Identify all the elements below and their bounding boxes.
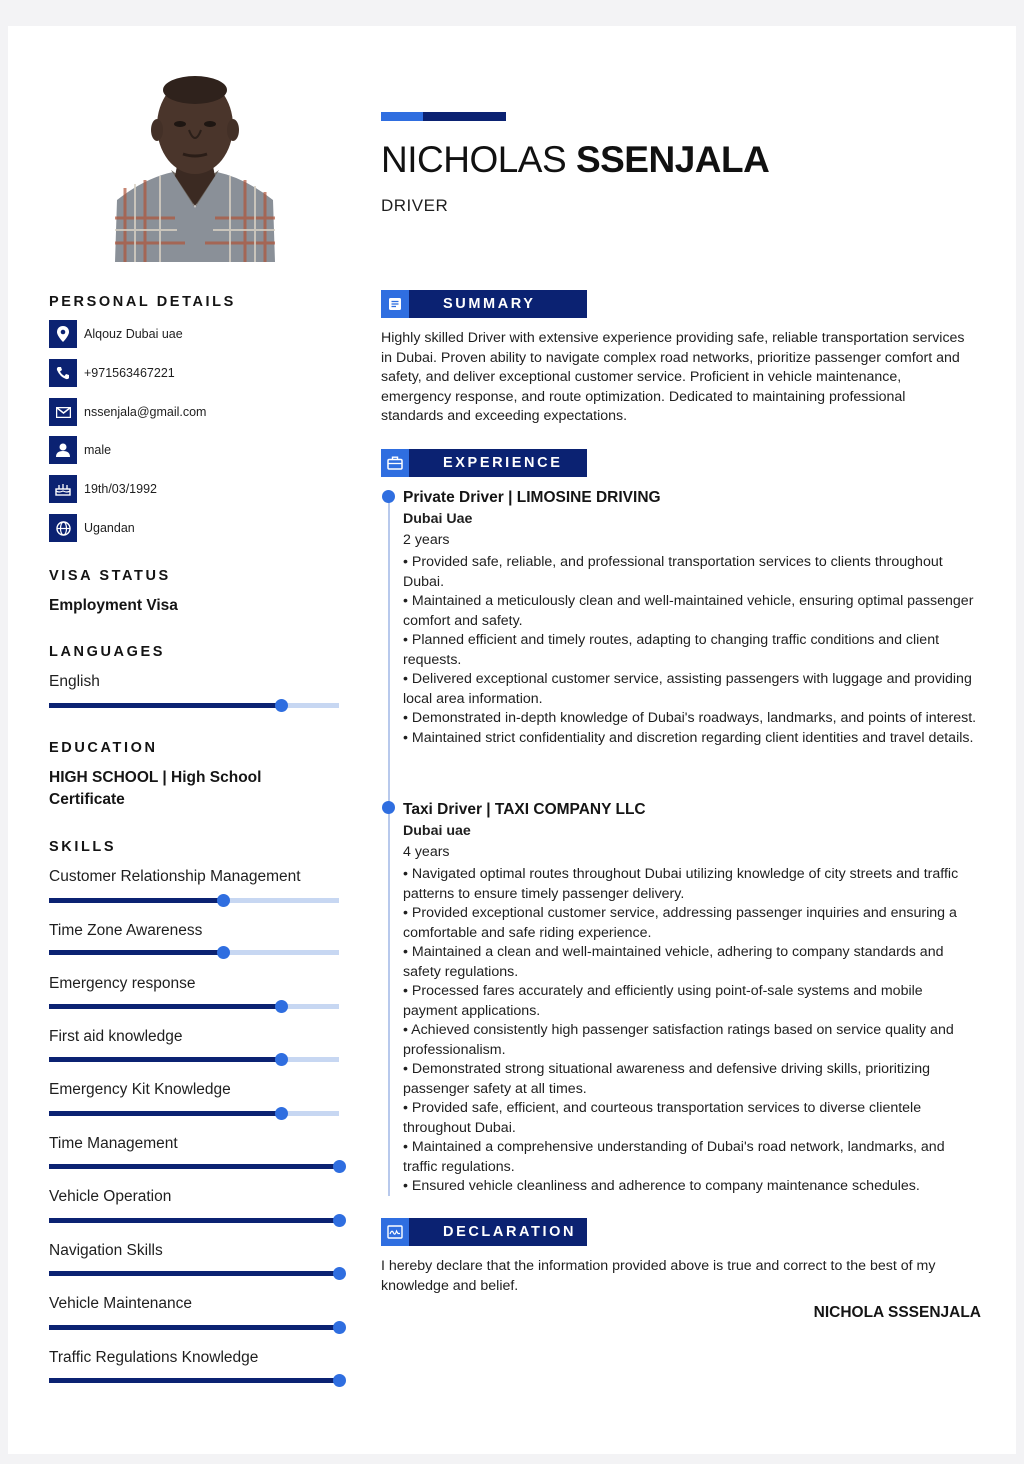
job-bullet: • Maintained a clean and well-maintained vehicle, adhering to company standards and safety regulations. [403, 944, 944, 980]
skill-name: Navigation Skills [49, 1242, 163, 1259]
experience-timeline [388, 496, 390, 1196]
job-bullets [403, 865, 978, 1197]
job-bullet: • Maintained a comprehensive understanding of Dubai's road network, landmarks, and traffic regulations. [403, 1139, 945, 1175]
education-line1: HIGH SCHOOL | High School [49, 769, 262, 786]
job-bullet: • Provided safe, reliable, and professional transportation services to clients throughout Dubai. [403, 554, 943, 590]
pd-nationality [49, 514, 135, 542]
pd-phone [49, 359, 175, 387]
pd-gender [49, 436, 111, 464]
job-bullet: • Provided exceptional customer service, addressing passenger inquiries and ensuring a comfortable and safe riding experience. [403, 905, 957, 941]
skill-level-bar [49, 1322, 341, 1332]
job-bullet: • Maintained strict confidentiality and discretion regarding client identities and travel details. [403, 729, 974, 746]
language-level-bar [49, 700, 341, 710]
experience-title: EXPERIENCE [443, 455, 563, 471]
pd-email-text: nssenjala@gmail.com [84, 405, 207, 419]
skill-level-knob [333, 1374, 346, 1387]
phone-icon [49, 359, 77, 387]
job-location: Dubai Uae [403, 511, 473, 527]
job-bullet: • Ensured vehicle cleanliness and adherence to company maintenance schedules. [403, 1178, 920, 1194]
resume-page [8, 26, 1016, 1454]
skill-level-knob [217, 894, 230, 907]
job-bullet: • Navigated optimal routes throughout Dubai utilizing knowledge of city streets and traffic patterns to ensure timely passenger delivery. [403, 866, 959, 902]
job-bullet: • Demonstrated in-depth knowledge of Dubai's roadways, landmarks, and points of interest. [403, 710, 977, 726]
pd-nationality-text: Ugandan [84, 521, 135, 535]
job-bullet: • Demonstrated strong situational awareness and defensive driving skills, prioritizing passenger safety at all times. [403, 1061, 931, 1097]
pd-email [49, 398, 206, 426]
full-name [381, 139, 769, 181]
skill-level-bar [49, 1108, 341, 1118]
briefcase-icon [381, 449, 409, 477]
skill-name: Time Management [49, 1135, 178, 1152]
skills-title: SKILLS [49, 839, 117, 855]
skill-level-bar [49, 1268, 341, 1278]
skill-level-bar [49, 1375, 341, 1385]
job-duration: 4 years [403, 844, 450, 860]
job-bullet: • Maintained a meticulously clean and well-maintained vehicle, ensuring optimal passenger comfort and safety. [403, 593, 974, 629]
pd-address-text: Alqouz Dubai uae [84, 327, 183, 341]
languages-title: LANGUAGES [49, 644, 166, 660]
header-accent-dark [423, 112, 506, 121]
education-line2: Certificate [49, 791, 125, 808]
summary-text: Highly skilled Driver with extensive experience providing safe, reliable transportation services in Dubai. Proven ability to navigate complex road networks, prioritize passenger comfort and safety, and deliver exceptional customer service. Proficient in vehicle maintenance, emergency response, and route optimization. Dedicated to maintaining professional standards and exceeding expectations. [381, 330, 965, 424]
first-name: NICHOLAS [381, 139, 567, 180]
summary-header [381, 290, 587, 318]
person-icon [49, 436, 77, 464]
job-location: Dubai uae [403, 823, 471, 839]
timeline-dot [382, 801, 395, 814]
email-icon [49, 398, 77, 426]
skill-level-knob [217, 946, 230, 959]
skill-level-knob [275, 1000, 288, 1013]
pd-birthdate-text: 19th/03/1992 [84, 482, 157, 496]
declaration-text: I hereby declare that the information provided above is true and correct to the best of my knowledge and belief. [381, 1258, 936, 1294]
skill-level-bar [49, 947, 341, 957]
skill-name: Traffic Regulations Knowledge [49, 1349, 259, 1366]
skill-name: First aid knowledge [49, 1028, 183, 1045]
declaration-title: DECLARATION [443, 1224, 577, 1240]
job-bullet: • Processed fares accurately and efficiently using point-of-sale systems and mobile payment applications. [403, 983, 923, 1019]
pd-phone-text: +971563467221 [84, 366, 175, 380]
language-name: English [49, 673, 100, 690]
last-name: SSENJALA [575, 139, 770, 180]
job-bullet: • Provided safe, efficient, and courteous transportation services to diverse clientele throughout Dubai. [403, 1100, 922, 1136]
skill-level-knob [333, 1321, 346, 1334]
skill-level-bar [49, 1001, 341, 1011]
education-title: EDUCATION [49, 740, 158, 756]
job-title: Private Driver | LIMOSINE DRIVING [403, 489, 661, 506]
job-bullet: • Delivered exceptional customer service, assisting passengers with luggage and providing local area information. [403, 671, 972, 707]
skill-level-bar [49, 895, 341, 905]
personal-details-title: PERSONAL DETAILS [49, 294, 236, 310]
skill-name: Time Zone Awareness [49, 922, 203, 939]
skill-name: Vehicle Maintenance [49, 1295, 193, 1312]
job-entry [403, 487, 978, 748]
skill-name: Emergency response [49, 975, 196, 992]
skill-name: Vehicle Operation [49, 1188, 172, 1205]
skill-level-knob [333, 1267, 346, 1280]
declaration-header [381, 1218, 587, 1246]
skill-level-knob [333, 1160, 346, 1173]
profile-photo [115, 68, 275, 262]
pd-birthdate [49, 475, 157, 503]
job-role: DRIVER [381, 196, 449, 215]
job-bullet: • Planned efficient and timely routes, adapting to changing traffic conditions and client requests. [403, 632, 940, 668]
job-bullets [403, 553, 978, 748]
job-title: Taxi Driver | TAXI COMPANY LLC [403, 801, 646, 818]
visa-status-value: Employment Visa [49, 597, 178, 614]
skill-name: Customer Relationship Management [49, 868, 301, 885]
timeline-dot [382, 490, 395, 503]
signature-icon [381, 1218, 409, 1246]
job-duration: 2 years [403, 532, 450, 548]
cake-icon [49, 475, 77, 503]
skill-level-knob [275, 1053, 288, 1066]
summary-title: SUMMARY [443, 296, 536, 312]
skill-level-bar [49, 1054, 341, 1064]
experience-header [381, 449, 587, 477]
skill-level-bar [49, 1215, 341, 1225]
pd-address [49, 320, 183, 348]
signature-name: NICHOLA SSSENJALA [813, 1304, 981, 1321]
location-pin-icon [49, 320, 77, 348]
visa-status-title: VISA STATUS [49, 568, 171, 584]
language-level-knob [275, 699, 288, 712]
job-entry [403, 799, 978, 1197]
header-accent-light [381, 112, 423, 121]
skill-name: Emergency Kit Knowledge [49, 1081, 231, 1098]
document-icon [381, 290, 409, 318]
job-bullet: • Achieved consistently high passenger satisfaction ratings based on service quality and professionalism. [403, 1022, 954, 1058]
skill-level-bar [49, 1161, 341, 1171]
skill-level-knob [333, 1214, 346, 1227]
pd-gender-text: male [84, 443, 112, 457]
skill-level-knob [275, 1107, 288, 1120]
globe-icon [49, 514, 77, 542]
